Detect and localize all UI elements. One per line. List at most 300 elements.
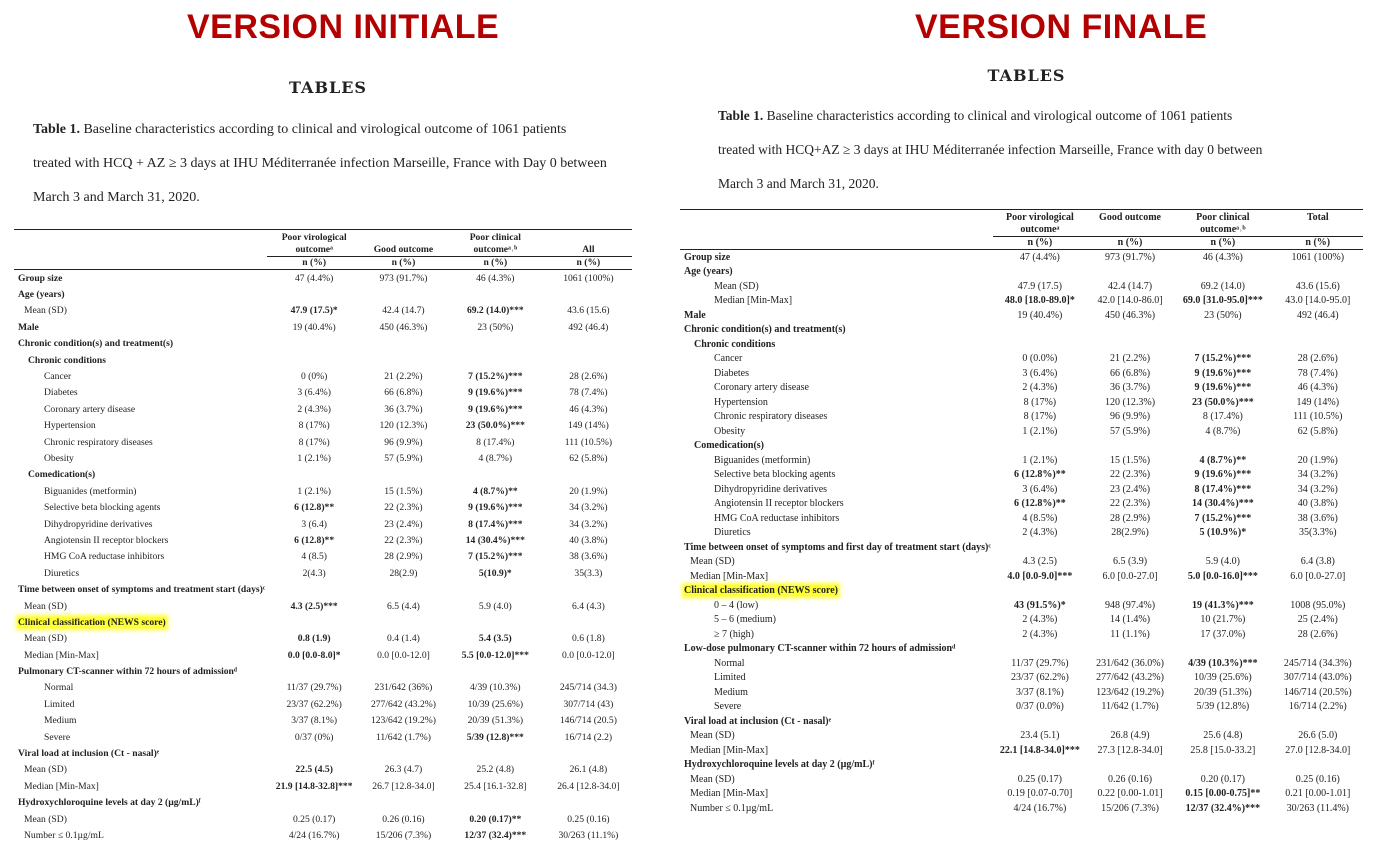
table-row: [14, 467, 632, 483]
table-cell: 23/37 (62.2%): [286, 698, 342, 710]
table-cell: [446, 467, 545, 483]
col-header: Poor virological outcomeᵃ: [993, 210, 1087, 237]
table-cell: 35(3.3%): [1299, 527, 1337, 539]
row-label: [14, 647, 267, 663]
row-label: [680, 656, 993, 671]
row-label-text: Low-dose pulmonary CT-scanner within 72 hours of admissionᵈ: [684, 643, 956, 655]
table-cell: [545, 467, 632, 483]
table-cell: 277/642 (43.2%): [1096, 672, 1164, 684]
row-label-text: Diabetes: [714, 367, 749, 379]
table-cell: [993, 714, 1087, 729]
table-cell: [1173, 758, 1272, 773]
table-row: [680, 801, 1363, 816]
table-cell: 23 (50.0%)***: [465, 420, 525, 432]
table-cell: 16/714 (2.2%): [1288, 701, 1347, 713]
row-label: [14, 418, 267, 434]
row-label-text: Hydroxychloroquine levels at day 2 (µg/mL)ᶠ: [18, 797, 201, 809]
row-label: [14, 368, 267, 384]
table-cell: 27.3 [12.8-34.0]: [1097, 744, 1163, 756]
row-label: [680, 743, 993, 758]
table-cell: [361, 614, 446, 630]
baseline-table: [14, 229, 632, 844]
row-label-text: Mean (SD): [714, 280, 759, 292]
table-cell: 28 (2.9%): [384, 551, 423, 563]
table-cell: 2 (4.3%): [297, 403, 331, 415]
table-cell: 69.2 (14.0)***: [466, 305, 524, 317]
table-cell: 1008 (95.0%): [1290, 599, 1346, 611]
table-cell: 8 (17.4%)***: [468, 518, 523, 530]
tables-heading: TABLES: [289, 78, 367, 97]
table-cell: 3/37 (8.1%): [1016, 686, 1064, 698]
table-row: [14, 450, 632, 466]
table-cell: 23/37 (62.2%): [1011, 672, 1069, 684]
table-cell: 40 (3.8%): [569, 534, 608, 546]
table-row: [680, 323, 1363, 338]
table-cell: 15 (1.5%): [384, 485, 423, 497]
table-cell: [446, 745, 545, 761]
table-cell: [1273, 540, 1363, 555]
table-cell: 5/39 (12.8%): [1196, 701, 1250, 713]
table-row: [680, 555, 1363, 570]
table-row: [680, 758, 1363, 773]
table-cell: 0.0 [0.0-8.0]*: [287, 649, 341, 661]
table-cell: [446, 581, 545, 597]
row-label: [14, 663, 267, 679]
table-cell: 4/24 (16.7%): [288, 829, 340, 841]
table-caption: [718, 99, 1338, 201]
table-cell: 6.4 (3.8): [1300, 556, 1335, 568]
table-cell: 34 (3.2%): [1297, 469, 1338, 481]
baseline-table: [680, 209, 1363, 816]
table-caption: [33, 113, 633, 215]
table-cell: 245/714 (34.3): [559, 682, 617, 694]
table-cell: 19 (40.4%): [292, 321, 336, 333]
table-row: [680, 497, 1363, 512]
table-cell: [446, 352, 545, 368]
table-cell: 5.5 [0.0-12.0]***: [461, 649, 529, 661]
table-cell: 9 (19.6%)***: [468, 403, 523, 415]
table-cell: [993, 642, 1087, 657]
table-cell: 22 (2.3%): [1110, 498, 1151, 510]
table-cell: 9 (19.6%)***: [1194, 367, 1252, 379]
table-cell: 6 (12.8)**: [294, 502, 335, 514]
table-cell: 120 (12.3%): [379, 420, 428, 432]
n-percent-header: n (%): [361, 257, 446, 270]
table-row: [14, 336, 632, 352]
table-cell: [1087, 265, 1173, 280]
n-percent-header: n (%): [1273, 237, 1363, 250]
row-label-text: Severe: [44, 731, 71, 743]
row-label: [14, 762, 267, 778]
table-row: [680, 540, 1363, 555]
row-label: [680, 700, 993, 715]
row-label: [14, 631, 267, 647]
table-cell: 69.0 [31.0-95.0]***: [1182, 295, 1263, 307]
highlighted-section-label: Clinical classification (NEWS score): [684, 585, 838, 597]
row-label: [14, 581, 267, 597]
table-cell: 1 (2.1%): [297, 485, 331, 497]
table-cell: 30/263 (11.1%): [558, 829, 619, 841]
row-label-text: Viral load at inclusion (Ct - nasal)ᵉ: [684, 715, 832, 727]
row-label-text: Limited: [44, 698, 75, 710]
row-label: [680, 265, 993, 280]
row-label-text: Cancer: [44, 371, 72, 383]
row-label: [680, 381, 993, 396]
caption-line: Baseline characteristics according to clinical and virological outcome of 1061 patients: [763, 108, 1233, 123]
table-cell: 8 (17%): [1023, 396, 1057, 408]
row-label: [680, 453, 993, 468]
row-label: [14, 483, 267, 499]
row-label-text: Mean (SD): [24, 764, 67, 776]
table-row: [680, 439, 1363, 454]
row-label-text: Diuretics: [44, 567, 80, 579]
table-cell: [446, 614, 545, 630]
table-row: [680, 410, 1363, 425]
row-label-text: Group size: [684, 251, 731, 263]
row-label-text: Chronic condition(s) and treatment(s): [18, 338, 174, 350]
table-row: [14, 532, 632, 548]
row-label: [14, 827, 267, 843]
table-cell: [1273, 584, 1363, 599]
row-label-text: Comedication(s): [694, 440, 764, 452]
row-label: [680, 482, 993, 497]
row-label-text: 0 – 4 (low): [714, 599, 759, 611]
row-label-text: Limited: [714, 672, 746, 684]
table-row: [680, 787, 1363, 802]
table-cell: 38 (3.6%): [1297, 512, 1338, 524]
table-cell: [1173, 584, 1272, 599]
table-row: [14, 303, 632, 319]
table-cell: 22 (2.3%): [1110, 469, 1151, 481]
table-cell: 450 (46.3%): [1105, 309, 1156, 321]
table-cell: 21 (2.2%): [384, 371, 423, 383]
table-cell: [361, 745, 446, 761]
row-label: [680, 685, 993, 700]
table-cell: 8 (17%): [298, 436, 330, 448]
row-label: [14, 614, 267, 630]
table-cell: 28 (2.9%): [1110, 512, 1151, 524]
table-cell: 62 (5.8%): [1297, 425, 1338, 437]
table-cell: 0.19 [0.07-0.70]: [1007, 788, 1073, 800]
table-cell: 26.4 [12.8-34.0]: [557, 780, 620, 792]
table-row: [680, 656, 1363, 671]
table-cell: 6.5 (3.9): [1112, 556, 1148, 568]
table-cell: 146/714 (20.5): [559, 715, 617, 727]
table-cell: 7 (15.2%)***: [1194, 353, 1252, 365]
table-cell: 0.25 (0.16): [1295, 773, 1340, 785]
initial-version-panel: [14, 72, 632, 839]
row-label-text: Number ≤ 0.1µg/mL: [24, 829, 104, 841]
table-cell: 111 (10.5%): [1293, 411, 1343, 423]
row-label: [680, 714, 993, 729]
table-cell: 277/642 (43.2%): [370, 698, 436, 710]
table-cell: 57 (5.9%): [1110, 425, 1151, 437]
row-label-text: Mean (SD): [24, 600, 67, 612]
row-label: [14, 303, 267, 319]
row-label: [680, 540, 993, 555]
row-label: [680, 584, 993, 599]
table-cell: [1273, 265, 1363, 280]
row-label: [14, 450, 267, 466]
table-cell: 0.25 (0.16): [567, 813, 610, 825]
table-cell: 22.1 [14.8-34.0]***: [999, 744, 1080, 756]
caption-line: treated with HCQ+AZ ≥ 3 days at IHU Méditerranée infection Marseille, France with day 0 between: [718, 142, 1263, 157]
caption-line: March 3 and March 31, 2020.: [718, 176, 879, 191]
table-cell: 20 (1.9%): [1297, 454, 1338, 466]
table-cell: 22.5 (4.5): [295, 764, 333, 776]
table-cell: [1087, 642, 1173, 657]
table-cell: [361, 795, 446, 811]
table-cell: [545, 286, 632, 302]
table-cell: 0.26 (0.16): [382, 813, 425, 825]
table-cell: 8 (17%): [1023, 411, 1057, 423]
table-cell: 0.26 (0.16): [1107, 773, 1153, 785]
row-label: [14, 778, 267, 794]
table-row: [680, 482, 1363, 497]
table-cell: 66 (6.8%): [384, 387, 423, 399]
row-label-text: Age (years): [684, 266, 733, 278]
table-cell: 5/39 (12.8)***: [466, 731, 524, 743]
table-cell: 6 (12.8%)**: [1014, 498, 1066, 510]
table-cell: 3/37 (8.1%): [291, 715, 338, 727]
table-cell: 4 (8.7%): [1205, 425, 1241, 437]
row-label-text: Pulmonary CT-scanner within 72 hours of admissionᵈ: [18, 666, 238, 678]
row-label-text: Severe: [714, 701, 742, 713]
header-blank: [14, 230, 267, 257]
table-row: [14, 434, 632, 450]
row-label-text: Mean (SD): [24, 305, 67, 317]
table-cell: 4.3 (2.5)***: [290, 600, 338, 612]
table-cell: 245/714 (34.3%): [1283, 657, 1352, 669]
row-label-text: Hypertension: [714, 396, 768, 408]
table-cell: [446, 336, 545, 352]
table-cell: 0.22 [0.00-1.01]: [1097, 788, 1163, 800]
table-cell: 4/24 (16.7%): [1013, 802, 1067, 814]
row-label-text: Selective beta blocking agents: [714, 469, 836, 481]
final-version-panel: [680, 62, 1363, 839]
col-header: Poor clinical outcomeᵃ˒ᵇ: [446, 230, 545, 257]
row-label-text: Viral load at inclusion (Ct - nasal)ᵉ: [18, 748, 160, 760]
table-cell: 9 (19.6%)***: [468, 387, 523, 399]
table-cell: 34 (3.2%): [569, 518, 608, 530]
row-label-text: Obesity: [714, 425, 746, 437]
table-cell: 12/37 (32.4)***: [464, 829, 527, 841]
row-label-text: HMG CoA reductase inhibitors: [44, 551, 165, 563]
table-row: [14, 696, 632, 712]
table-cell: 307/714 (43.0%): [1283, 672, 1352, 684]
table-row: [680, 337, 1363, 352]
table-cell: 96 (9.9%): [1110, 411, 1151, 423]
table-cell: 16/714 (2.2): [564, 731, 613, 743]
table-cell: 4 (8.5): [301, 551, 327, 563]
row-label: [14, 434, 267, 450]
row-label-text: Obesity: [44, 452, 74, 464]
table-cell: 28(2.9%): [1111, 527, 1149, 539]
col-header: Total: [1273, 210, 1363, 237]
table-row: [14, 368, 632, 384]
table-cell: 35(3.3): [574, 567, 603, 579]
table-cell: 47.9 (17.5)*: [290, 305, 338, 317]
table-cell: 0.25 (0.17): [1017, 773, 1062, 785]
table-cell: 15/206 (7.3%): [375, 829, 432, 841]
table-cell: [267, 581, 361, 597]
table-cell: 11/37 (29.7%): [286, 682, 342, 694]
row-label: [680, 308, 993, 323]
row-label-text: Normal: [44, 682, 74, 694]
table-cell: 23 (2.4%): [1110, 483, 1151, 495]
table-row: [14, 581, 632, 597]
table-cell: 43 (91.5%)*: [1014, 599, 1066, 611]
row-label-text: Chronic respiratory diseases: [44, 436, 153, 448]
row-label-text: Coronary artery disease: [44, 403, 136, 415]
table-cell: 43.0 [14.0-95.0]: [1285, 295, 1351, 307]
row-label: [14, 549, 267, 565]
table-cell: 47.9 (17.5): [1017, 280, 1062, 292]
table-cell: [446, 795, 545, 811]
table-cell: [545, 663, 632, 679]
table-cell: 20/39 (51.3%): [467, 715, 524, 727]
table-cell: [1273, 642, 1363, 657]
table-cell: 28 (2.6%): [569, 371, 608, 383]
table-cell: 96 (9.9%): [384, 436, 423, 448]
table-cell: 4 (8.7%)**: [1199, 454, 1247, 466]
caption-line: March 3 and March 31, 2020.: [33, 190, 200, 205]
table-cell: 26.3 (4.7): [384, 764, 423, 776]
table-cell: 231/642 (36%): [374, 682, 433, 694]
table-row: [14, 565, 632, 581]
row-label: [680, 337, 993, 352]
table-cell: 10/39 (25.6%): [1193, 672, 1252, 684]
row-label: [680, 613, 993, 628]
table-cell: 46 (4.3%): [1297, 382, 1338, 394]
table-cell: 0 (0%): [300, 371, 328, 383]
row-label-text: Diuretics: [714, 527, 751, 539]
table-row: [680, 250, 1363, 265]
table-cell: 30/263 (11.4%): [1286, 802, 1349, 814]
table-row: [680, 279, 1363, 294]
table-cell: 5.9 (4.0): [478, 600, 512, 612]
table-cell: [361, 352, 446, 368]
caption-line: Baseline characteristics according to clinical and virological outcome of 1061 patients: [79, 122, 567, 137]
table-header-row: [680, 210, 1363, 237]
row-label-text: Group size: [18, 272, 63, 284]
table-cell: 15/206 (7.3%): [1101, 802, 1159, 814]
table-cell: 20 (1.9%): [569, 485, 608, 497]
table-cell: 11/642 (1.7%): [1101, 701, 1159, 713]
table-body: [680, 250, 1363, 816]
table-cell: 149 (14%): [1296, 396, 1340, 408]
table-cell: 0/37 (0.0%): [1016, 701, 1064, 713]
table-cell: 2 (4.3%): [1022, 614, 1058, 626]
row-label: [14, 499, 267, 515]
table-cell: 2(4.3): [302, 567, 326, 579]
col-header: Good outcome: [1087, 210, 1173, 237]
table-cell: 42.4 (14.7): [1107, 280, 1153, 292]
row-label-text: Coronary artery disease: [714, 382, 809, 394]
row-label: [680, 250, 993, 265]
table-cell: [545, 614, 632, 630]
table-cell: 9 (19.6%)***: [1194, 469, 1252, 481]
table-body: [14, 270, 632, 844]
table-row: [680, 366, 1363, 381]
row-label-text: Time between onset of symptoms and treatment start (days)ᶜ: [18, 584, 266, 596]
table-cell: 38 (3.6%): [569, 551, 608, 563]
table-cell: 1 (2.1%): [1022, 425, 1058, 437]
row-label: [14, 811, 267, 827]
row-label-text: Hypertension: [44, 420, 96, 432]
table-cell: 28(2.9): [389, 567, 418, 579]
table-row: [680, 642, 1363, 657]
table-row: [680, 265, 1363, 280]
col-header: Poor virological outcomeᵃ: [267, 230, 361, 257]
caption-label: Table 1.: [33, 122, 80, 137]
row-label: [14, 319, 267, 335]
row-label-text: Cancer: [714, 353, 743, 365]
table-cell: 27.0 [12.8-34.0]: [1285, 744, 1351, 756]
table-cell: 0 (0.0%): [1022, 353, 1058, 365]
table-cell: 4/39 (10.3%): [470, 682, 521, 694]
table-cell: [1173, 265, 1272, 280]
table-row: [14, 352, 632, 368]
table-cell: 62 (5.8%): [569, 452, 608, 464]
table-cell: 1061 (100%): [1291, 251, 1345, 263]
table-cell: 46 (4.3%): [1202, 251, 1243, 263]
table-row: [680, 526, 1363, 541]
table-cell: [267, 467, 361, 483]
table-cell: 23 (50%): [1204, 309, 1242, 321]
table-cell: [267, 336, 361, 352]
table-cell: 5(10.9)*: [478, 567, 512, 579]
table-cell: [545, 352, 632, 368]
table-cell: [545, 336, 632, 352]
row-label-text: Medium: [44, 715, 77, 727]
row-label: [680, 801, 993, 816]
row-label-text: Median [Min-Max]: [24, 780, 99, 792]
table-row: [680, 598, 1363, 613]
version-initiale-title: VERSION INITIALE: [187, 8, 500, 46]
row-label-text: Male: [684, 309, 706, 321]
table-cell: [361, 467, 446, 483]
table-cell: [1173, 323, 1272, 338]
table-row: [680, 729, 1363, 744]
row-label: [14, 713, 267, 729]
table-cell: 5.4 (3.5): [478, 633, 512, 645]
table-row: [14, 631, 632, 647]
table-row: [14, 401, 632, 417]
table-cell: [1087, 714, 1173, 729]
row-label: [680, 671, 993, 686]
row-label: [680, 279, 993, 294]
row-label: [14, 745, 267, 761]
table-cell: 231/642 (36.0%): [1096, 657, 1164, 669]
table-row: [680, 381, 1363, 396]
version-finale-title: VERSION FINALE: [915, 8, 1208, 46]
table-cell: [1087, 584, 1173, 599]
table-cell: [446, 663, 545, 679]
table-cell: 8 (17.4%): [1202, 411, 1243, 423]
row-label: [14, 696, 267, 712]
table-cell: 36 (3.7%): [1110, 382, 1151, 394]
table-cell: 149 (14%): [568, 420, 609, 432]
row-label: [680, 366, 993, 381]
table-row: [680, 613, 1363, 628]
table-row: [14, 745, 632, 761]
row-label: [14, 270, 267, 287]
row-label-text: Biguanides (metformin): [714, 454, 811, 466]
table-cell: [1173, 642, 1272, 657]
table-row: [14, 286, 632, 302]
table-cell: 2 (4.3%): [1022, 628, 1058, 640]
